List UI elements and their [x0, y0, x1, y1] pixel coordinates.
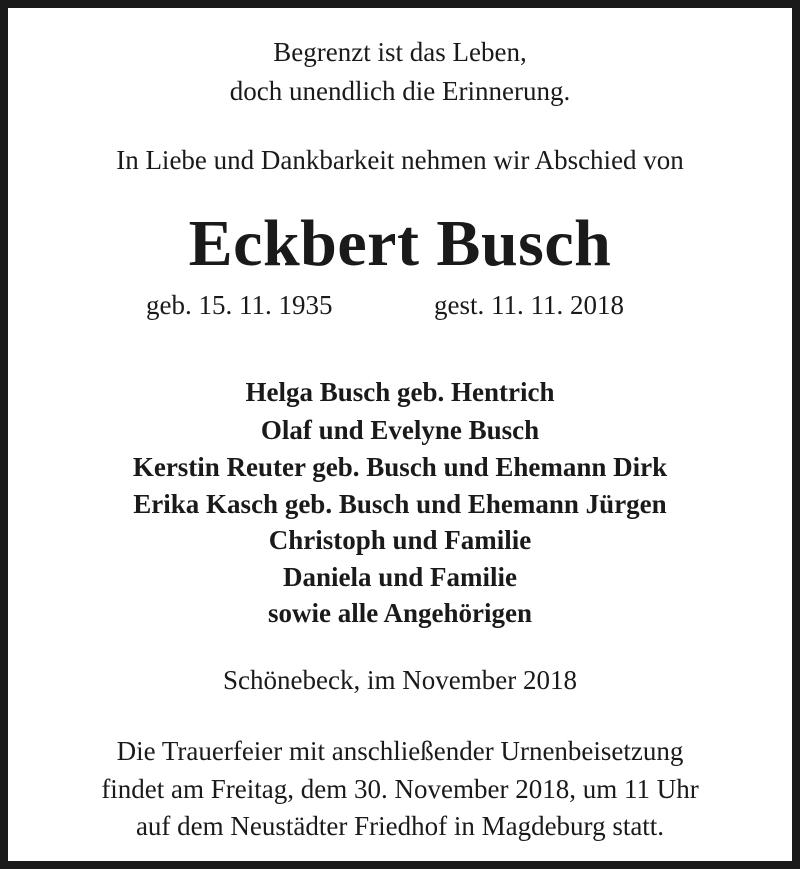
life-dates [8, 288, 792, 322]
funeral-info-line-1: Die Trauerfeier mit anschließender Urnenbeisetzung [116, 736, 684, 766]
mourner-line: Christoph und Familie [268, 525, 532, 555]
mourner-line: Olaf und Evelyne Busch [260, 415, 540, 445]
funeral-info-line-2: findet am Freitag, dem 30. November 2018, um 11 Uhr [101, 774, 699, 804]
place-date: Schönebeck, im November 2018 [223, 665, 577, 695]
mourner-line: Daniela und Familie [282, 562, 518, 592]
funeral-info-line-3: auf dem Neustädter Friedhof in Magdeburg statt. [135, 811, 665, 841]
motto-line-2: doch unendlich die Erinnerung. [229, 76, 571, 106]
mourner-line: Helga Busch geb. Hentrich [245, 377, 555, 407]
mourner-line: Erika Kasch geb. Busch und Ehemann Jürgen [133, 489, 667, 519]
death-date: gest. 11. 11. 2018 [434, 290, 624, 320]
deceased-name: Eckbert Busch [188, 207, 612, 280]
motto-line-1: Begrenzt ist das Leben, [273, 37, 527, 67]
intro-text: In Liebe und Dankbarkeit nehmen wir Abschied von [116, 145, 684, 175]
mourner-line: sowie alle Angehörigen [268, 598, 532, 628]
birth-date: geb. 15. 11. 1935 [146, 290, 333, 320]
mourner-line: Kerstin Reuter geb. Busch und Ehemann Dirk [132, 452, 668, 482]
